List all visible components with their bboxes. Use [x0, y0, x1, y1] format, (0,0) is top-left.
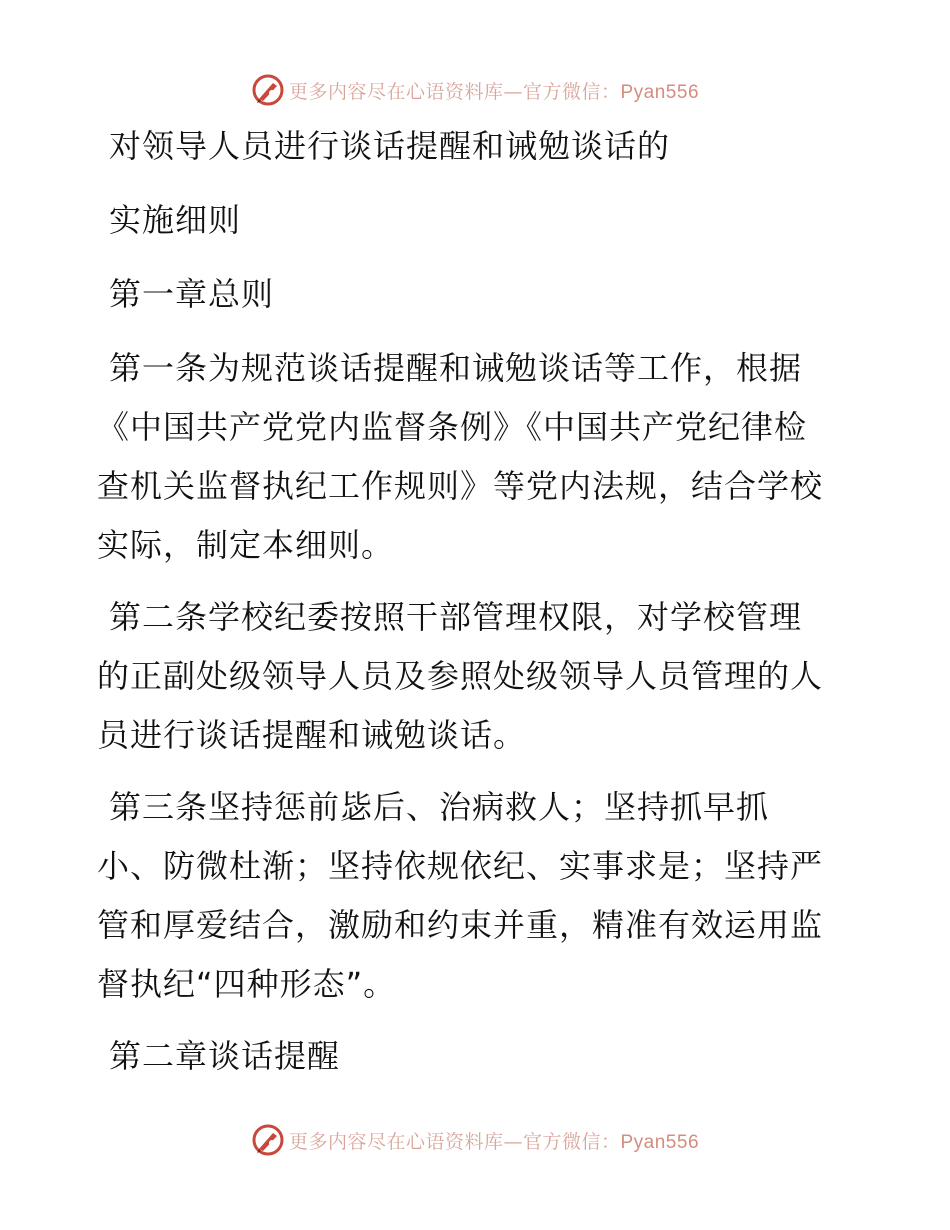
article-3-line-2: 小、防微杜渐；坚持依规依纪、实事求是；坚持严: [97, 847, 824, 885]
chapter-heading-1: 第一章总则: [109, 275, 275, 313]
chapter-heading-2: 第二章谈话提醒: [109, 1037, 341, 1075]
document-title-line-2: 实施细则: [109, 201, 242, 239]
article-1-line-2: 《中国共产党党内监督条例》《中国共产党纪律检: [97, 408, 808, 446]
pen-logo-icon: [251, 1123, 285, 1157]
article-1-line-1: 第一条为规范谈话提醒和诫勉谈话等工作，根据: [109, 349, 803, 387]
watermark-text: 更多内容尽在心语资料库—官方微信：Pyan556: [288, 80, 700, 103]
watermark-footer: [0, 1120, 950, 1160]
article-2-line-3: 员进行谈话提醒和诫勉谈话。: [97, 716, 527, 754]
article-3-line-1: 第三条坚持惩前毖后、治病救人；坚持抓早抓: [109, 788, 770, 826]
article-1-line-3: 查机关监督执纪工作规则》等党内法规，结合学校: [97, 467, 824, 505]
article-3-line-4: 督执纪“四种形态”。: [97, 965, 397, 1003]
article-2-line-1: 第二条学校纪委按照干部管理权限，对学校管理: [109, 598, 803, 636]
article-2-line-2: 的正副处级领导人员及参照处级领导人员管理的人: [97, 657, 824, 695]
article-3-line-3: 管和厚爱结合，激励和约束并重，精准有效运用监: [97, 906, 824, 944]
document-title-line-1: 对领导人员进行谈话提醒和诫勉谈话的: [109, 127, 671, 165]
watermark-text: 更多内容尽在心语资料库—官方微信：Pyan556: [288, 1130, 700, 1153]
watermark-header: [0, 70, 950, 110]
article-1-line-4: 实际，制定本细则。: [97, 526, 395, 564]
pen-logo-icon: [251, 73, 285, 107]
